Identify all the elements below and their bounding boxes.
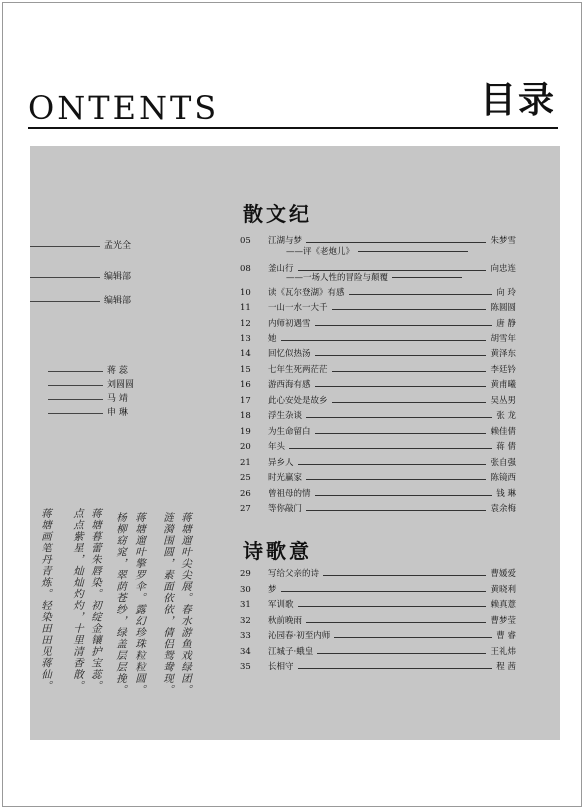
toc-entry[interactable] <box>240 425 516 440</box>
toc-entry-title: 江湖与梦 <box>268 236 303 246</box>
toc-entry-title: 梦 <box>268 585 277 595</box>
toc-entry-title: 军训歌 <box>268 600 294 610</box>
section-title-prose: 散文纪 <box>243 202 312 226</box>
toc-leader-line <box>332 309 486 310</box>
toc-leader-line <box>281 591 486 592</box>
toc-leader-line <box>289 448 492 449</box>
toc-entry-title: 釜山行 <box>268 264 294 274</box>
toc-page-number: 10 <box>240 288 251 298</box>
credit-name: 编辑部 <box>104 272 132 282</box>
toc-page-number: 19 <box>240 427 251 437</box>
toc-entry[interactable] <box>240 286 516 301</box>
toc-entry[interactable] <box>240 487 516 502</box>
credit-leader-line <box>48 413 103 414</box>
toc-leader-line <box>298 464 486 465</box>
toc-page-number: 20 <box>240 442 251 452</box>
toc-page-number: 08 <box>240 264 251 274</box>
toc-entry[interactable] <box>240 567 516 582</box>
poem-column-text: 涟漪围圆，素面依依，倩侣鸳鸯现。 <box>162 512 174 696</box>
toc-entry-title: 为生命留白 <box>268 427 311 437</box>
toc-entry[interactable] <box>240 301 516 316</box>
toc-entry[interactable] <box>240 378 516 393</box>
toc-entry-title: 一山一水一大千 <box>268 303 328 313</box>
toc-entry-author: 赖佳倩 <box>490 427 516 437</box>
toc-entry[interactable] <box>240 614 516 629</box>
toc-entry-title: 她 <box>268 334 277 344</box>
toc-entry-author: 曹媛爱 <box>490 569 516 579</box>
toc-entry-title: 七年生死两茫茫 <box>268 365 328 375</box>
toc-entry-subtitle <box>286 246 468 258</box>
toc-leader-line <box>315 355 486 356</box>
toc-page-number: 27 <box>240 504 251 514</box>
poem-column-text: 蒋塘遛叶尖尖展。春水游鱼戏绿团。 <box>180 512 192 696</box>
toc-entry-title: 时光赢家 <box>268 473 303 483</box>
toc-page-number: 12 <box>240 319 251 329</box>
credit-item <box>48 366 128 377</box>
toc-entry-author: 向忠连 <box>490 264 516 274</box>
toc-leader-line <box>315 325 492 326</box>
toc-entry-title: 沁园春·初至内师 <box>268 631 331 641</box>
toc-leader-line <box>306 417 492 418</box>
toc-leader-line <box>306 622 486 623</box>
toc-leader-line <box>298 606 486 607</box>
credit-name: 编辑部 <box>104 296 132 306</box>
poem-column-text: 点点紫星，灿灿灼灼，十里清香散。 <box>72 508 84 692</box>
toc-leader-line <box>317 653 486 654</box>
credit-item <box>30 241 131 252</box>
toc-entry-title: 长相守 <box>268 662 294 672</box>
toc-page-number: 25 <box>240 473 251 483</box>
toc-subtitle-text: ——一场人性的冒险与颠覆 <box>286 273 389 283</box>
toc-entry-author: 袁余梅 <box>490 504 516 514</box>
credit-leader-line <box>48 399 103 400</box>
toc-entry[interactable] <box>240 456 516 471</box>
credit-item <box>48 380 134 391</box>
toc-entry-title: 曾祖母的情 <box>268 489 311 499</box>
credit-name: 马 靖 <box>107 394 128 404</box>
toc-entry-author: 向 玲 <box>496 288 516 298</box>
toc-entry[interactable] <box>240 440 516 455</box>
toc-entry-title: 游西海有感 <box>268 380 311 390</box>
toc-entry-subtitle <box>286 272 462 284</box>
toc-entry-title: 内师初遇雪 <box>268 319 311 329</box>
toc-entry-title: 秋前晚雨 <box>268 616 303 626</box>
toc-leader-line <box>332 402 486 403</box>
toc-leader-line <box>332 371 486 372</box>
credit-leader-line <box>48 385 103 386</box>
toc-leader-line <box>281 340 486 341</box>
toc-entry-title: 年头 <box>268 442 286 452</box>
toc-entry-author: 李廷钤 <box>490 365 516 375</box>
toc-entry-author: 王礼炜 <box>490 647 516 657</box>
contents-heading: ONTENTS <box>28 89 220 127</box>
toc-entry[interactable] <box>240 394 516 409</box>
credit-name: 蒋 蕊 <box>107 366 128 376</box>
toc-leader-line <box>306 510 486 511</box>
toc-entry[interactable] <box>240 347 516 362</box>
toc-entry-title: 写给父亲的诗 <box>268 569 320 579</box>
toc-page-number: 21 <box>240 458 251 468</box>
toc-page-number: 16 <box>240 380 251 390</box>
toc-page-number: 30 <box>240 585 251 595</box>
toc-entry[interactable] <box>240 583 516 598</box>
page-title: 目录 <box>479 79 556 121</box>
credit-name: 申 琳 <box>107 408 128 418</box>
credit-leader-line <box>48 371 103 372</box>
toc-entry-author: 黄甫曦 <box>490 380 516 390</box>
toc-leader-line <box>323 575 486 576</box>
toc-entry-author: 程 茜 <box>496 662 516 672</box>
toc-page-number: 35 <box>240 662 251 672</box>
toc-page-number: 14 <box>240 349 251 359</box>
toc-page-number: 11 <box>240 303 251 313</box>
toc-entry[interactable] <box>240 598 516 613</box>
toc-entry-author: 朱梦雪 <box>490 236 516 246</box>
toc-entry[interactable] <box>240 629 516 644</box>
header-divider <box>28 127 558 129</box>
toc-leader-line <box>392 277 462 278</box>
toc-entry-author: 张 龙 <box>496 411 516 421</box>
toc-page-number: 18 <box>240 411 251 421</box>
poem-column-text: 蒋塘暮蕾朱唇染。初绽金镶护宝蕊。 <box>90 508 102 692</box>
toc-entry-title: 江城子·蛾皇 <box>268 647 314 657</box>
toc-page-number: 33 <box>240 631 251 641</box>
toc-leader-line <box>334 637 492 638</box>
toc-entry[interactable] <box>240 471 516 486</box>
toc-entry-author: 曹 睿 <box>496 631 516 641</box>
toc-entry[interactable] <box>240 332 516 347</box>
toc-entry-title: 浮生杂谈 <box>268 411 303 421</box>
toc-entry-title: 此心安处是故乡 <box>268 396 328 406</box>
toc-entry-author: 陈圆圆 <box>490 303 516 313</box>
toc-page-number: 13 <box>240 334 251 344</box>
credit-leader-line <box>30 246 100 247</box>
toc-entry-author: 吴丛男 <box>490 396 516 406</box>
credit-item <box>48 408 128 419</box>
toc-page-number: 17 <box>240 396 251 406</box>
toc-subtitle-text: ——评《老炮儿》 <box>286 247 355 257</box>
toc-entry-author: 黄晓利 <box>490 585 516 595</box>
toc-entry-author: 曹梦莹 <box>490 616 516 626</box>
toc-page-number: 05 <box>240 236 251 246</box>
toc-leader-line <box>315 495 492 496</box>
section-title-poetry: 诗歌意 <box>243 539 312 563</box>
toc-entry-author: 唐 静 <box>496 319 516 329</box>
toc-leader-line <box>298 270 486 271</box>
toc-page-number: 15 <box>240 365 251 375</box>
toc-page-number: 34 <box>240 647 251 657</box>
credit-item <box>30 272 131 283</box>
toc-entry-title: 读《瓦尔登湖》有感 <box>268 288 345 298</box>
toc-entry[interactable] <box>240 363 516 378</box>
credit-item <box>48 394 128 405</box>
poem-column-text: 蒋塘画笔丹青炼。轻染田田见蒋仙。 <box>40 508 52 692</box>
toc-leader-line <box>298 668 492 669</box>
toc-entry-author: 赖真薏 <box>490 600 516 610</box>
toc-entry[interactable] <box>240 317 516 332</box>
toc-entry[interactable] <box>240 645 516 660</box>
credit-name: 孟光全 <box>104 241 132 251</box>
toc-entry-author: 钱 琳 <box>496 489 516 499</box>
toc-page-number: 32 <box>240 616 251 626</box>
toc-page-number: 31 <box>240 600 251 610</box>
toc-entry-author: 胡雪年 <box>490 334 516 344</box>
credit-item <box>30 296 131 307</box>
toc-leader-line <box>315 386 486 387</box>
toc-leader-line <box>358 251 468 252</box>
credit-name: 刘圆圆 <box>107 380 135 390</box>
toc-page-number: 26 <box>240 489 251 499</box>
toc-leader-line <box>315 433 486 434</box>
toc-entry-author: 张自强 <box>490 458 516 468</box>
poem-column-text: 蒋塘遛叶擎罗伞。露幻珍珠粒粒圆。 <box>134 512 146 696</box>
credit-leader-line <box>30 301 100 302</box>
toc-entry-author: 黄泽东 <box>490 349 516 359</box>
toc-entry-author: 蒋 倩 <box>496 442 516 452</box>
toc-entry-title: 回忆似热汤 <box>268 349 311 359</box>
toc-entry[interactable] <box>240 660 516 675</box>
toc-leader-line <box>306 479 486 480</box>
toc-entry-author: 陈镜西 <box>490 473 516 483</box>
toc-entry-title: 异乡人 <box>268 458 294 468</box>
credit-leader-line <box>30 277 100 278</box>
toc-page-number: 29 <box>240 569 251 579</box>
toc-entry-title: 等你敲门 <box>268 504 303 514</box>
toc-entry[interactable] <box>240 409 516 424</box>
poem-column-text: 杨柳窈窕，翠荫苍纱，绿盖层层挽。 <box>115 512 127 696</box>
toc-leader-line <box>349 294 492 295</box>
toc-entry[interactable] <box>240 502 516 517</box>
toc-leader-line <box>306 242 486 243</box>
